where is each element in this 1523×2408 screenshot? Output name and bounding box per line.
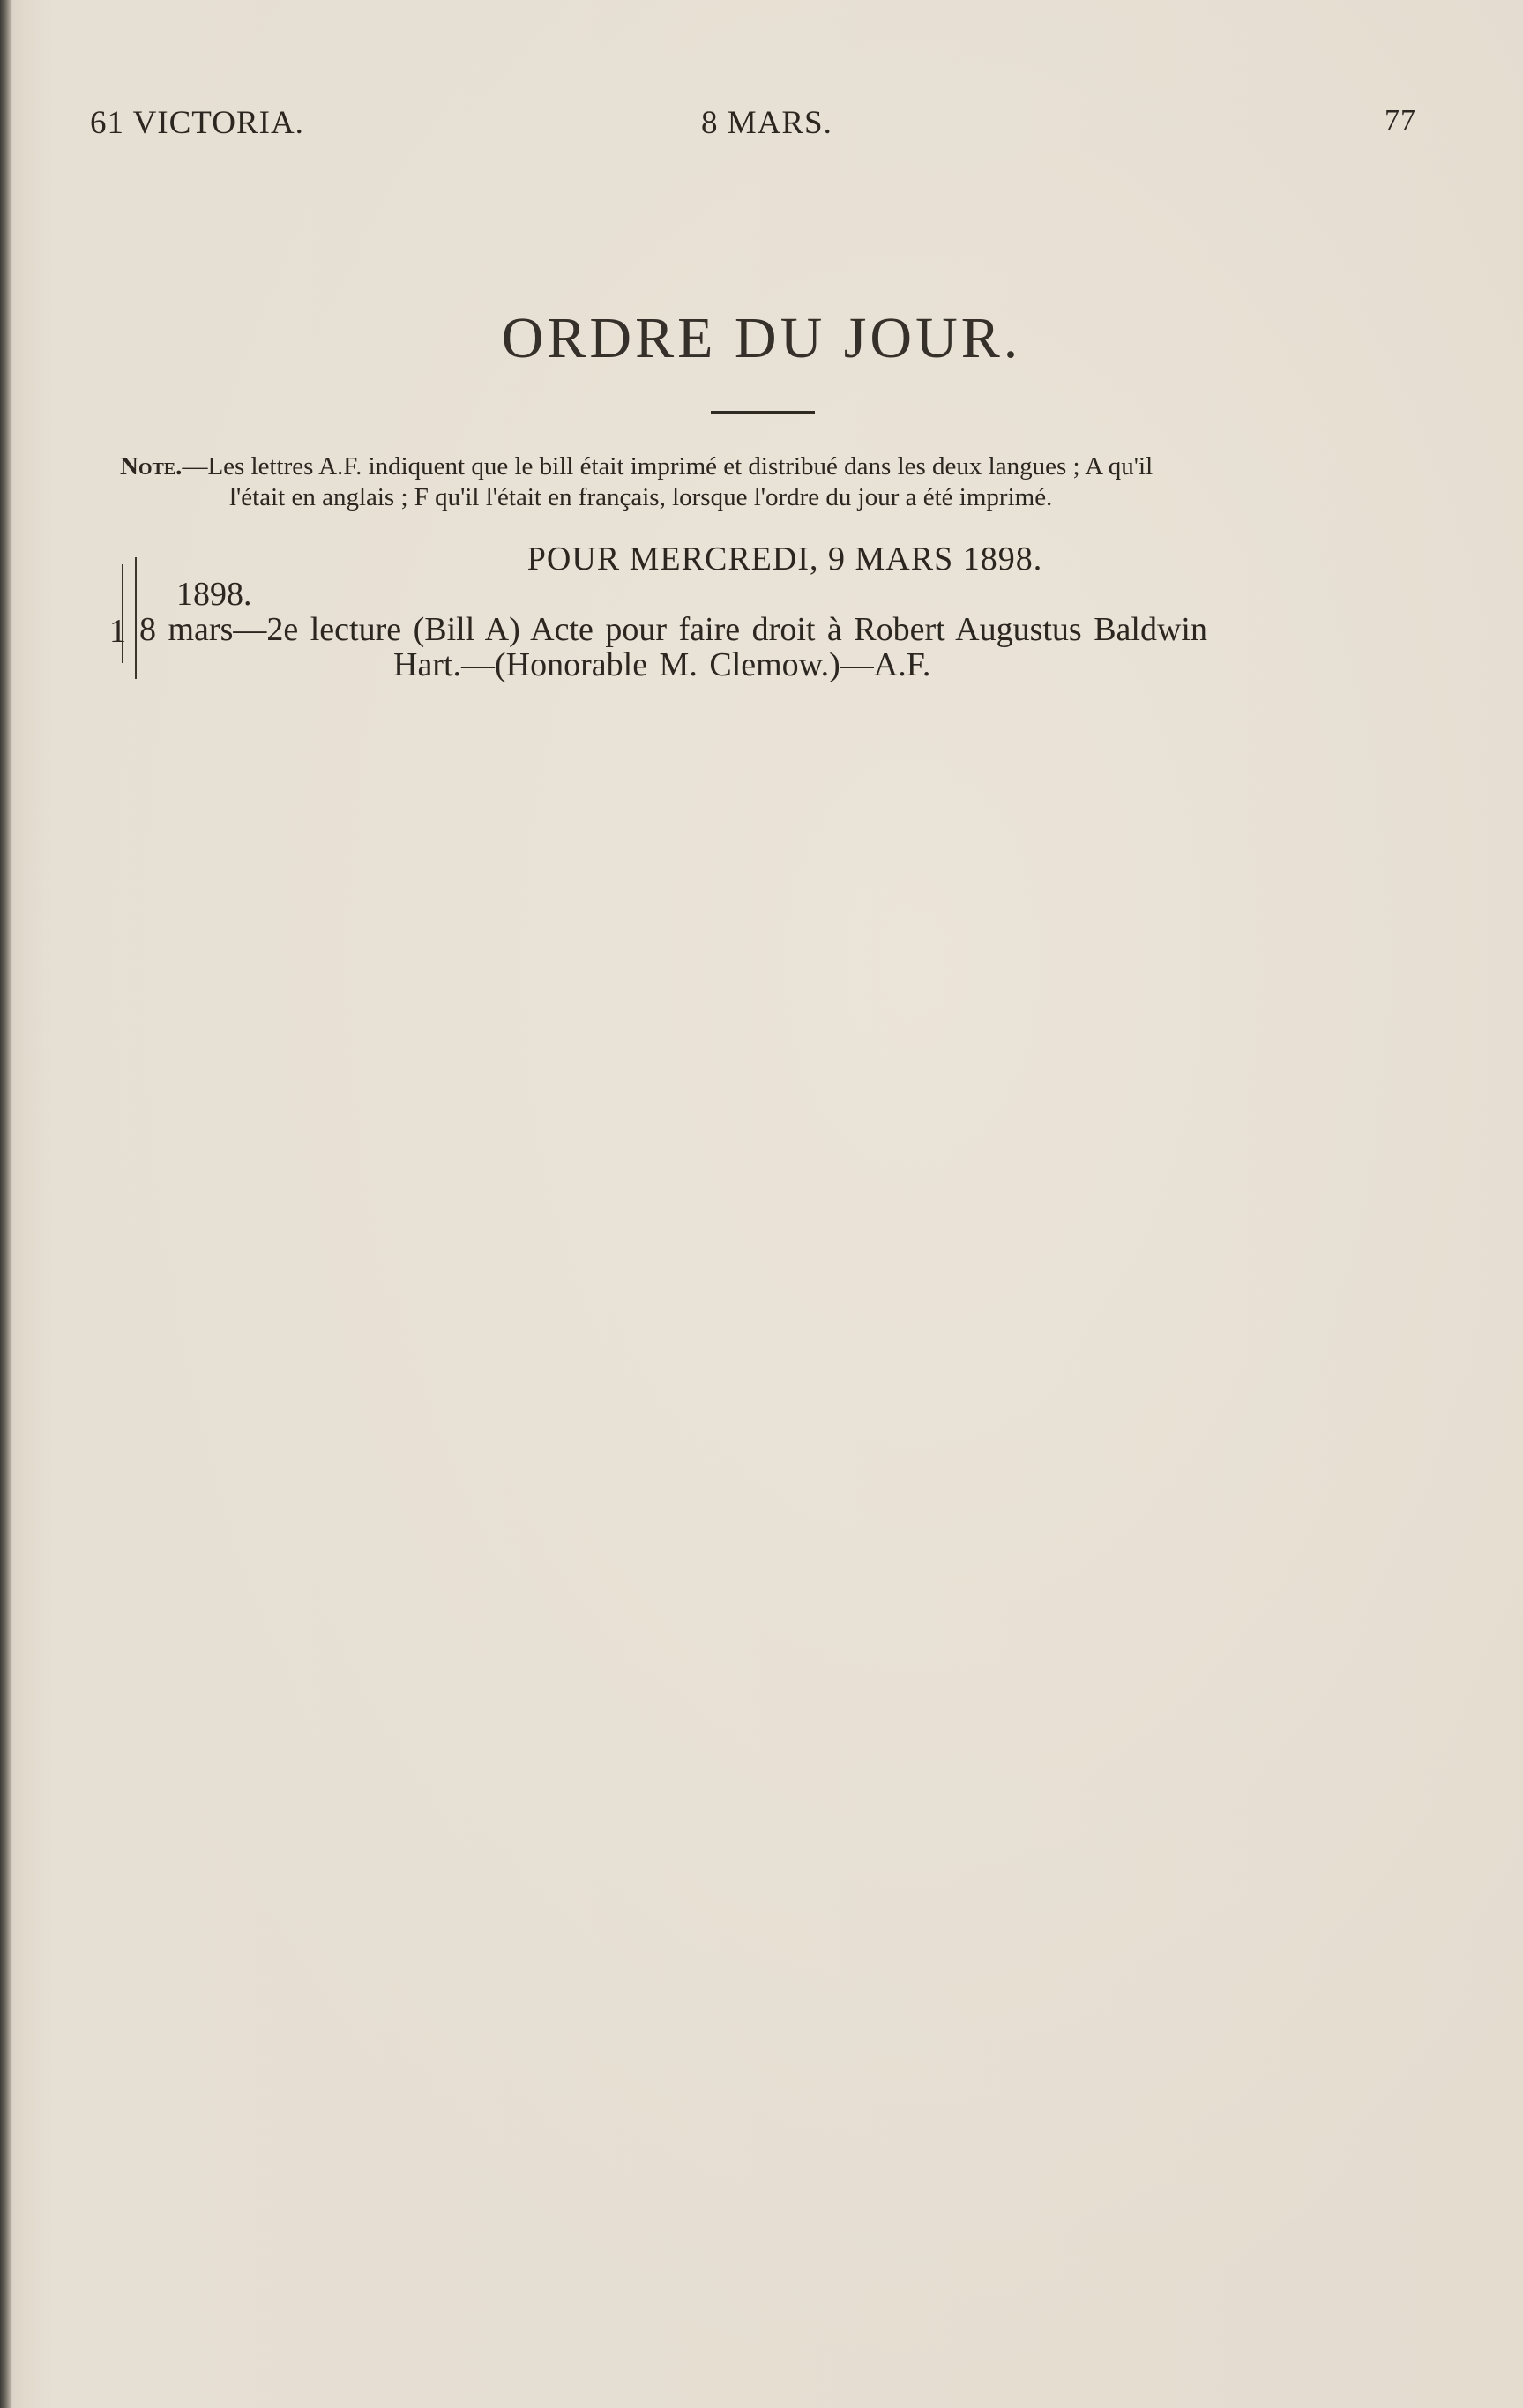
note-paragraph	[120, 451, 1430, 513]
section-heading: POUR MERCREDI, 9 MARS 1898.	[526, 540, 1043, 578]
entry-line-2: Hart.—(Honorable M. Clemow.)—A.F.	[393, 646, 931, 683]
note-label: Note.	[120, 452, 183, 481]
page-title: ORDRE DU JOUR.	[501, 306, 1022, 370]
note-line-1: —Les lettres A.F. indiquent que le bill était imprimé et distribué dans les deux langues ; A qu'il	[182, 452, 1153, 481]
title-divider	[711, 411, 815, 414]
margin-rule-right	[135, 557, 137, 679]
header-date: 8 MARS.	[701, 105, 832, 141]
entry-year: 1898.	[176, 576, 252, 613]
order-entry	[139, 612, 1427, 682]
entry-line-1: 8 mars—2e lecture (Bill A) Acte pour faire droit à Robert Augustus Baldwin	[139, 611, 1207, 648]
note-line-2: l'était en anglais ; F qu'il l'était en français, lorsque l'ordre du jour a été imprimé.	[229, 483, 1053, 511]
page-number: 77	[1385, 104, 1416, 137]
header-session: 61 VICTORIA.	[90, 105, 304, 141]
entry-number: 1	[109, 613, 126, 650]
